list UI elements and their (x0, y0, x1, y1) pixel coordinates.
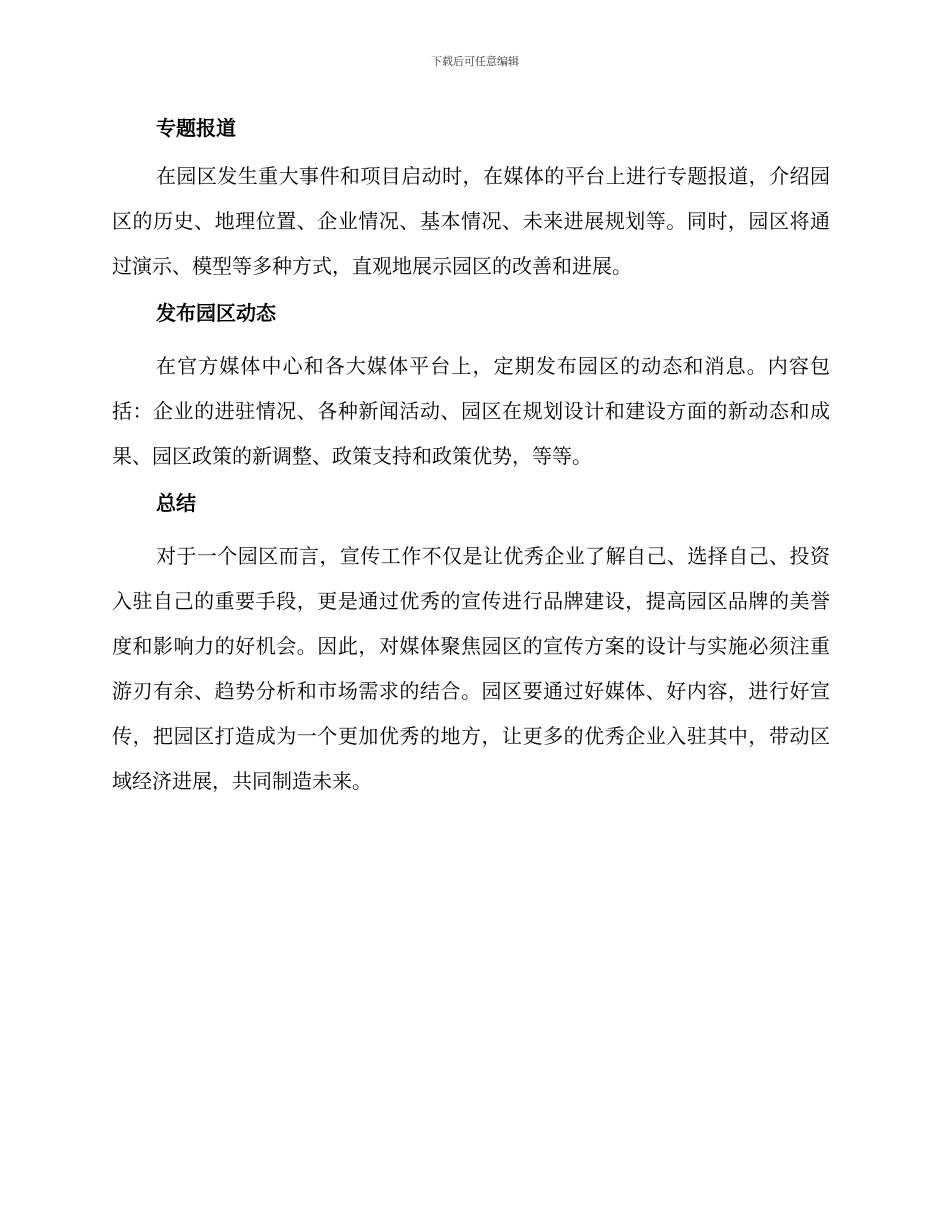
document-body (112, 110, 830, 804)
page-header-note: 下载后可任意编辑 (431, 55, 519, 68)
section-paragraph-special-report: 在园区发生重大事件和项目启动时，在媒体的平台上进行专题报道，介绍园区的历史、地理位置、企业情况、基本情况、未来进展规划等。同时，园区将通过演示、模型等多种方式，直观地展示园区的改善和进展。 (112, 164, 830, 278)
section-heading-summary: 总结 (156, 491, 196, 515)
section-paragraph-summary: 对于一个园区而言，宣传工作不仅是让优秀企业了解自己、选择自己、投资入驻自己的重要手段，更是通过优秀的宣传进行品牌建设，提高园区品牌的美誉度和影响力的好机会。因此，对媒体聚焦园区的宣传方案的设计与实施必须注重游刃有余、趋势分析和市场需求的结合。园区要通过好媒体、好内容，进行好宣传，把园区打造成为一个更加优秀的地方，让更多的优秀企业入驻其中，带动区域经济进展，共同制造未来。 (112, 544, 830, 793)
section-paragraph-park-news: 在官方媒体中心和各大媒体平台上，定期发布园区的动态和消息。内容包括：企业的进驻情况、各种新闻活动、园区在规划设计和建设方面的新动态和成果、园区政策的新调整、政策支持和政策优势，等等。 (112, 354, 830, 468)
section-heading-special-report: 专题报道 (156, 116, 236, 140)
section-heading-park-news: 发布园区动态 (156, 301, 276, 325)
